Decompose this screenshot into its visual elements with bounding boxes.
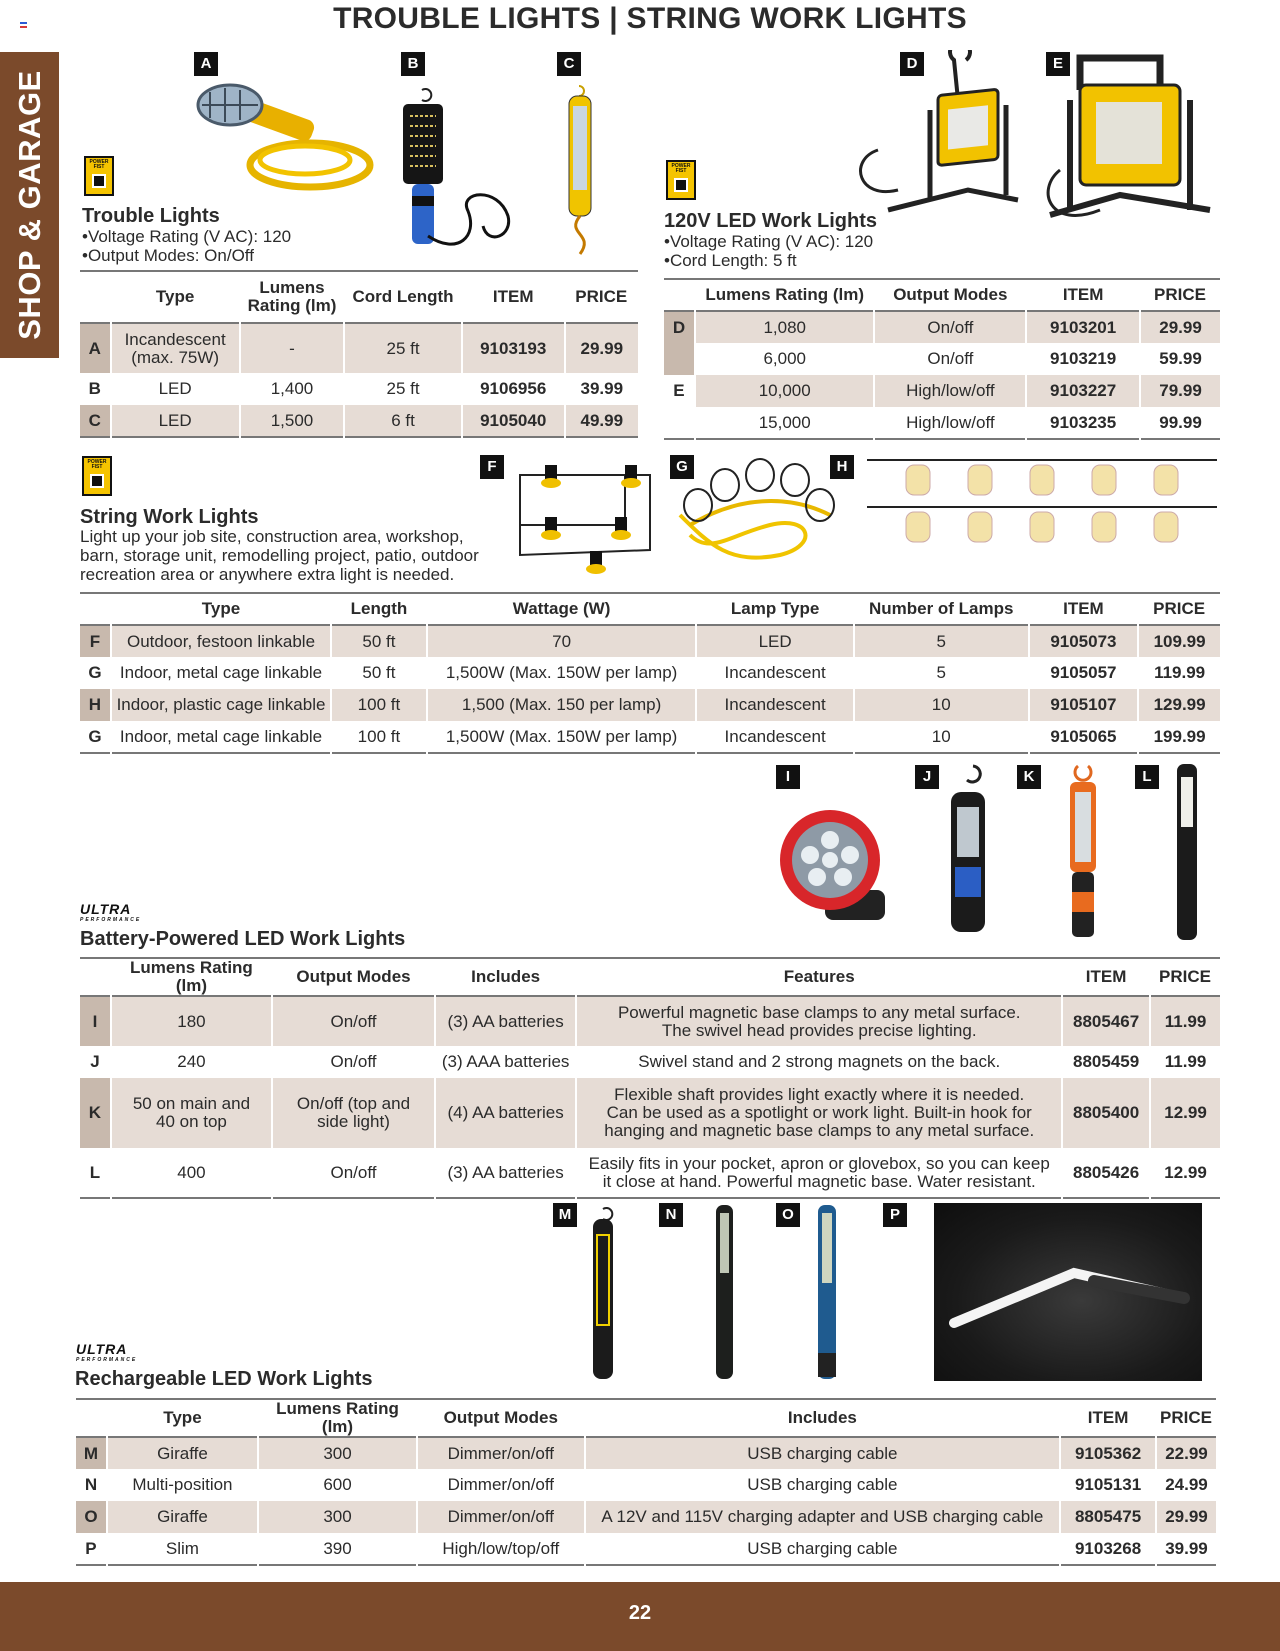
battery-lights-table [80, 957, 1220, 1199]
table-row: D 1,080 On/off 9103201 29.99 [664, 311, 1220, 343]
header-type: Type [201, 599, 241, 618]
table-row: J 240 On/off (3) AAA batteries Swivel stand and 2 strong magnets on the back. 8805459 11.99 [80, 1046, 1220, 1078]
string-description-line-2: barn, storage unit, remodelling project, patio, outdoor [80, 546, 479, 565]
header-price: PRICE [1154, 285, 1206, 304]
header-item: ITEM [1062, 285, 1104, 304]
product-tag-b: B [401, 52, 425, 76]
string-lights-title: String Work Lights [80, 506, 259, 528]
trouble-bullet-voltage: •Voltage Rating (V AC): 120 [82, 227, 292, 246]
product-tag-h: H [830, 455, 854, 479]
table-row: H Indoor, plastic cage linkable 100 ft 1,500 (Max. 150 per lamp) Incandescent 10 9105107 129.99 [80, 689, 1220, 721]
header-lumens: Lumens Rating (lm) [276, 1399, 399, 1436]
table-row: K 50 on main and 40 on top On/off (top and side light) (4) AA batteries Flexible shaft provides light exactly where it is needed. Can be used as a spotlight or work light. Built-in hook for hanging and magnetic base clamps to any metal surface. 8805400 12.99 [80, 1078, 1220, 1148]
recharge-light-n-image [712, 1203, 737, 1383]
header-price: PRICE [1159, 967, 1211, 986]
table-row: N Multi-position 600 Dimmer/on/off USB charging cable 9105131 24.99 [76, 1469, 1216, 1501]
header-type: Type [155, 287, 195, 306]
led120-title: 120V LED Work Lights [664, 210, 878, 232]
header-item: ITEM [1085, 967, 1127, 986]
trouble-light-c-image [555, 84, 605, 259]
header-price: PRICE [575, 287, 628, 306]
table-row: C LED 1,500 6 ft 9105040 49.99 [80, 405, 638, 437]
page-title: TROUBLE LIGHTS | STRING WORK LIGHTS [333, 2, 967, 35]
product-tag-e: E [1046, 52, 1070, 76]
header-price: PRICE [1159, 1408, 1212, 1427]
table-row: M Giraffe 300 Dimmer/on/off USB charging cable 9105362 22.99 [76, 1437, 1216, 1469]
product-tag-f: F [480, 455, 504, 479]
string-description-line-3: recreation area or anywhere extra light is needed. [80, 565, 455, 584]
table-row: G Indoor, metal cage linkable 50 ft 1,500W (Max. 150W per lamp) Incandescent 5 9105057 119.99 [80, 657, 1220, 689]
product-tag-d: D [900, 52, 924, 76]
header-item: ITEM [492, 287, 534, 306]
battery-light-k-image [1058, 762, 1108, 947]
slim-light-beam [934, 1203, 1202, 1381]
product-tag-i: I [776, 765, 800, 789]
table-row: F Outdoor, festoon linkable 50 ft 70 LED 5 9105073 109.99 [80, 625, 1220, 657]
header-wattage: Wattage (W) [512, 599, 611, 618]
product-tag-k: K [1017, 765, 1041, 789]
power-fist-logo: POWER FIST [666, 160, 696, 200]
table-row: L 400 On/off (3) AA batteries Easily fits in your pocket, apron or glovebox, so you can keep it close at hand. Powerful magnetic base. Water resistant. 8805426 12.99 [80, 1148, 1220, 1198]
string-lights-table [80, 592, 1220, 754]
table-row: B LED 1,400 25 ft 9106956 39.99 [80, 373, 638, 405]
led-work-light-e-image [1040, 50, 1220, 240]
table-row: 6,000 On/off 9103219 59.99 [664, 343, 1220, 375]
header-features: Features [783, 967, 855, 986]
header-lamp-type: Lamp Type [730, 599, 820, 618]
header-includes: Includes [787, 1408, 857, 1427]
table-row: P Slim 390 High/low/top/off USB charging cable 9103268 39.99 [76, 1533, 1216, 1565]
string-light-g-image [670, 455, 850, 580]
header-lumens: Lumens Rating (lm) [130, 958, 253, 995]
table-row: G Indoor, metal cage linkable 100 ft 1,500W (Max. 150W per lamp) Incandescent 10 9105065 199.99 [80, 721, 1220, 753]
header-lumens: Lumens Rating (lm) [705, 285, 865, 304]
string-description-line-1: Light up your job site, construction area, workshop, [80, 527, 464, 546]
battery-light-l-image [1172, 762, 1202, 942]
product-tag-c: C [557, 52, 581, 76]
battery-light-i-image [775, 805, 895, 935]
product-tag-l: L [1135, 765, 1159, 789]
table-row: E 10,000 High/low/off 9103227 79.99 [664, 375, 1220, 407]
product-tag-j: J [915, 765, 939, 789]
recharge-lights-title: Rechargeable LED Work Lights [75, 1368, 373, 1390]
ultra-logo: ULTRA PERFORMANCE [80, 901, 142, 923]
page-footer [0, 1582, 1280, 1651]
header-modes: Output Modes [443, 1408, 558, 1427]
ultra-logo: ULTRA PERFORMANCE [76, 1341, 138, 1363]
product-tag-g: G [670, 455, 694, 479]
side-tab [0, 52, 59, 358]
power-fist-logo: POWER FIST [84, 156, 114, 196]
product-tag-o: O [776, 1203, 800, 1227]
recharge-lights-table [76, 1398, 1216, 1566]
recharge-light-p-image [934, 1203, 1202, 1381]
led120-table [664, 278, 1220, 440]
header-cord: Cord Length [352, 287, 454, 306]
side-tab-label: SHOP & GARAGE [12, 70, 47, 340]
led-work-light-d-image [848, 50, 1028, 215]
recharge-light-m-image [588, 1205, 618, 1385]
led120-bullet-voltage: •Voltage Rating (V AC): 120 [664, 232, 874, 251]
table-row: I 180 On/off (3) AA batteries Powerful magnetic base clamps to any metal surface. The swivel head provides precise lighting. 8805467 11.99 [80, 996, 1220, 1046]
header-item: ITEM [1063, 599, 1104, 618]
header-modes: Output Modes [893, 285, 1008, 304]
trouble-bullet-modes: •Output Modes: On/Off [82, 246, 254, 265]
recharge-light-o-image [812, 1203, 842, 1383]
table-row: 15,000 High/low/off 9103235 99.99 [664, 407, 1220, 439]
header-item: ITEM [1087, 1408, 1129, 1427]
trouble-lights-table [80, 270, 638, 438]
header-lumens: Lumens Rating (lm) [247, 278, 337, 315]
power-fist-logo: POWER FIST [82, 456, 112, 496]
led120-bullet-cord: •Cord Length: 5 ft [664, 251, 797, 270]
battery-lights-title: Battery-Powered LED Work Lights [80, 928, 406, 950]
table-row: A Incandescent (max. 75W) - 25 ft 9103193 29.99 [80, 323, 638, 373]
header-length: Length [350, 599, 408, 618]
header-number-of-lamps: Number of Lamps [868, 599, 1014, 618]
product-tag-a: A [194, 52, 218, 76]
product-tag-m: M [553, 1203, 577, 1227]
string-light-h-image [862, 455, 1222, 555]
header-type: Type [163, 1408, 202, 1427]
product-tag-p: P [883, 1203, 907, 1227]
battery-light-j-image [945, 762, 995, 942]
header-modes: Output Modes [296, 967, 411, 986]
product-tag-n: N [659, 1203, 683, 1227]
trouble-light-b-image [398, 86, 528, 256]
header-includes: Includes [471, 967, 541, 986]
trouble-light-a-image [190, 80, 380, 200]
page-number: 22 [628, 1602, 652, 1624]
trouble-lights-title: Trouble Lights [82, 205, 220, 227]
header-price: PRICE [1153, 599, 1206, 618]
table-row: O Giraffe 300 Dimmer/on/off A 12V and 115V charging adapter and USB charging cable 8805475 29.99 [76, 1501, 1216, 1533]
string-light-f-image [515, 455, 660, 580]
